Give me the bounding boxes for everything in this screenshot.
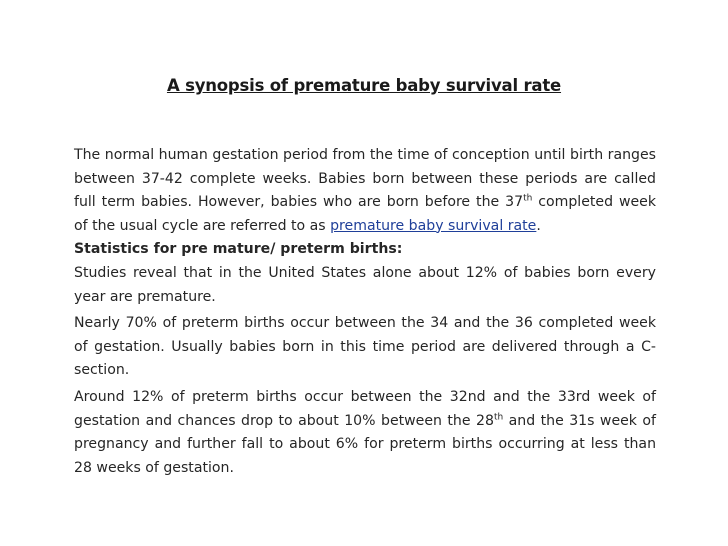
paragraph-studies: Studies reveal that in the United States alone about 12% of babies born every year are premature.	[74, 264, 656, 305]
paragraph-intro	[74, 144, 656, 238]
paragraph-intro-text-a: The normal human gestation period from the time of conception until birth ranges between 37-42 complete weeks. Babies born between these periods are called full term babies. However, babies who are born before the 37	[74, 147, 656, 211]
paragraph-seventy-percent: Nearly 70% of preterm births occur between the 34 and the 36 completed week of gestation. Usually babies born in this time period are delivered through a C-section.	[74, 315, 656, 379]
superscript-th: th	[523, 193, 533, 204]
section-heading: Statistics for pre mature/ preterm births:	[74, 241, 403, 258]
paragraph-intro-text-b: completed week of the usual cycle are referred to as	[74, 194, 656, 234]
paragraph-intro-text-c: .	[536, 217, 541, 234]
paragraph-twelve-percent-text-b: and the 31s week of pregnancy and further fall to about 6% for preterm births occurring at less than 28 weeks of gestation.	[74, 412, 657, 476]
paragraph-twelve-percent	[74, 386, 656, 480]
superscript-th-2: th	[493, 411, 504, 422]
body-text	[74, 144, 656, 480]
paragraph-twelve-percent-text-a: Around 12% of preterm births occur between the 32nd and the 33rd week of gestation and chances drop to about 10% between the 28	[74, 388, 656, 429]
page-title: A synopsis of premature baby survival rate	[166, 76, 562, 95]
premature-baby-survival-rate-link[interactable]: premature baby survival rate	[330, 217, 537, 234]
